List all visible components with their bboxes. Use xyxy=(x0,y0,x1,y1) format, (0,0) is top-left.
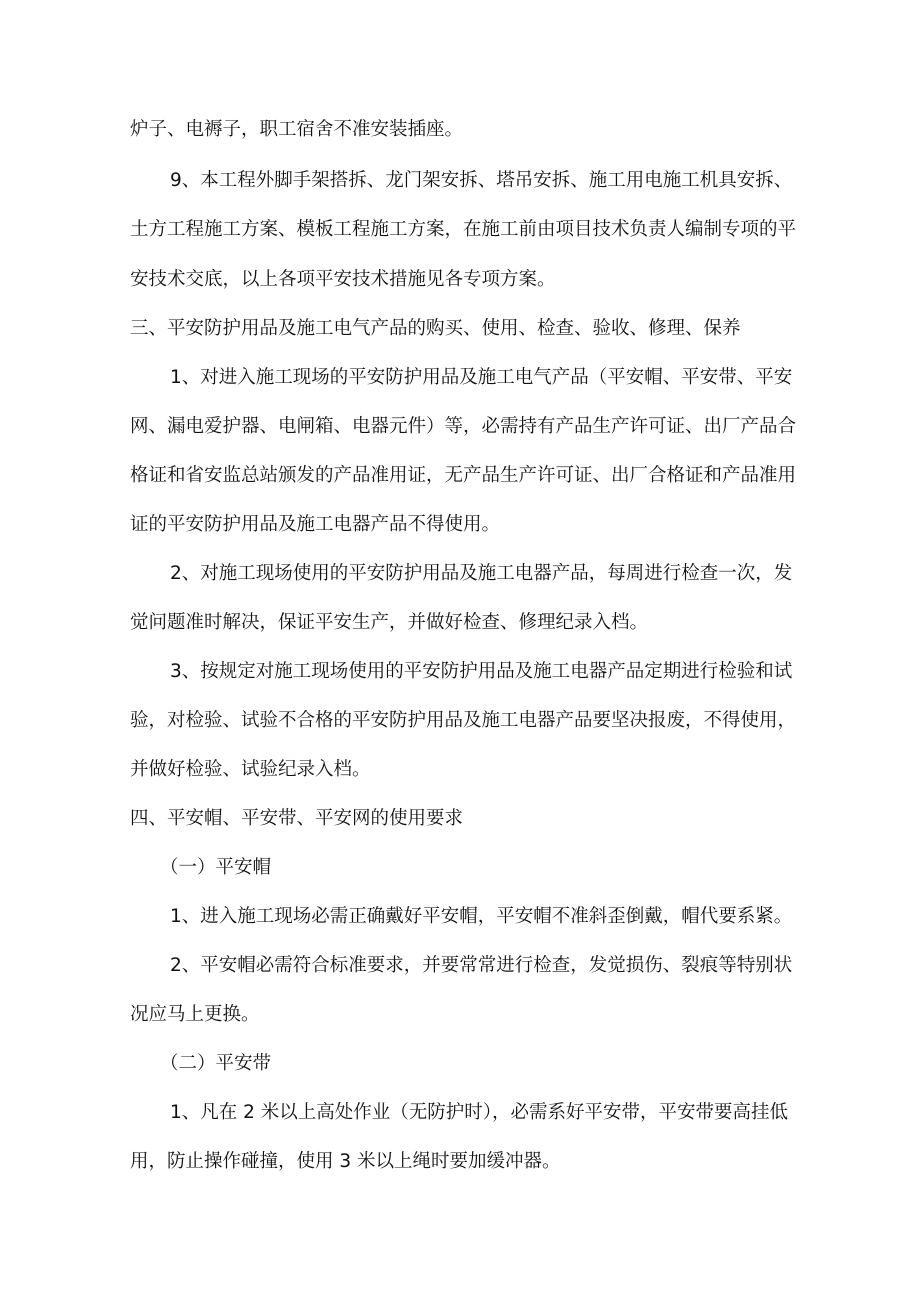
section-heading: 四、平安帽、平安带、平安网的使用要求 xyxy=(130,808,464,829)
section-heading: 三、平安防护用品及施工电气产品的购买、使用、检查、验收、修理、保养 xyxy=(130,318,741,339)
paragraph-line: 证的平安防护用品及施工电器产品不得使用。 xyxy=(130,514,501,535)
subsection-heading: （二）平安带 xyxy=(160,1053,272,1074)
paragraph-line: 土方工程施工方案、模板工程施工方案，在施工前由项目技术负责人编制专项的平 xyxy=(130,219,797,240)
paragraph-line: 2、平安帽必需符合标准要求，并要常常进行检查，发觉损伤、裂痕等特别状 xyxy=(170,955,793,976)
paragraph-line: 用，防止操作碰撞，使用 3 米以上绳时要加缓冲器。 xyxy=(130,1151,561,1172)
paragraph-line: 3、按规定对施工现场使用的平安防护用品及施工电器产品定期进行检验和试 xyxy=(170,661,793,682)
paragraph-line: 炉子、电褥子，职工宿舍不准安装插座。 xyxy=(130,119,464,140)
paragraph-line: 2、对施工现场使用的平安防护用品及施工电器产品，每周进行检查一次，发 xyxy=(170,563,793,584)
paragraph-line: 觉问题准时解决，保证平安生产，并做好检查、修理纪录入档。 xyxy=(130,612,649,633)
paragraph-line: 并做好检验、试验纪录入档。 xyxy=(130,759,371,780)
paragraph-line: 1、凡在 2 米以上高处作业（无防护时），必需系好平安带，平安带要高挂低 xyxy=(170,1102,789,1123)
paragraph-line: 格证和省安监总站颁发的产品准用证，无产品生产许可证、出厂合格证和产品准用 xyxy=(130,465,797,486)
paragraph-line: 安技术交底，以上各项平安技术措施见各专项方案。 xyxy=(130,269,556,290)
paragraph-line: 况应马上更换。 xyxy=(130,1004,260,1025)
paragraph-line: 网、漏电爱护器、电闸箱、电器元件）等，必需持有产品生产许可证、出厂产品合 xyxy=(130,416,797,437)
paragraph-line: 1、对进入施工现场的平安防护用品及施工电气产品（平安帽、平安带、平安 xyxy=(170,367,793,388)
paragraph-line: 9、本工程外脚手架搭拆、龙门架安拆、塔吊安拆、施工用电施工机具安拆、 xyxy=(170,170,793,191)
paragraph-line: 验，对检验、试验不合格的平安防护用品及施工电器产品要坚决报废，不得使用， xyxy=(130,710,797,731)
paragraph-line: 1、进入施工现场必需正确戴好平安帽，平安帽不准斜歪倒戴，帽代要系紧。 xyxy=(170,906,793,927)
subsection-heading: （一）平安帽 xyxy=(160,857,272,878)
